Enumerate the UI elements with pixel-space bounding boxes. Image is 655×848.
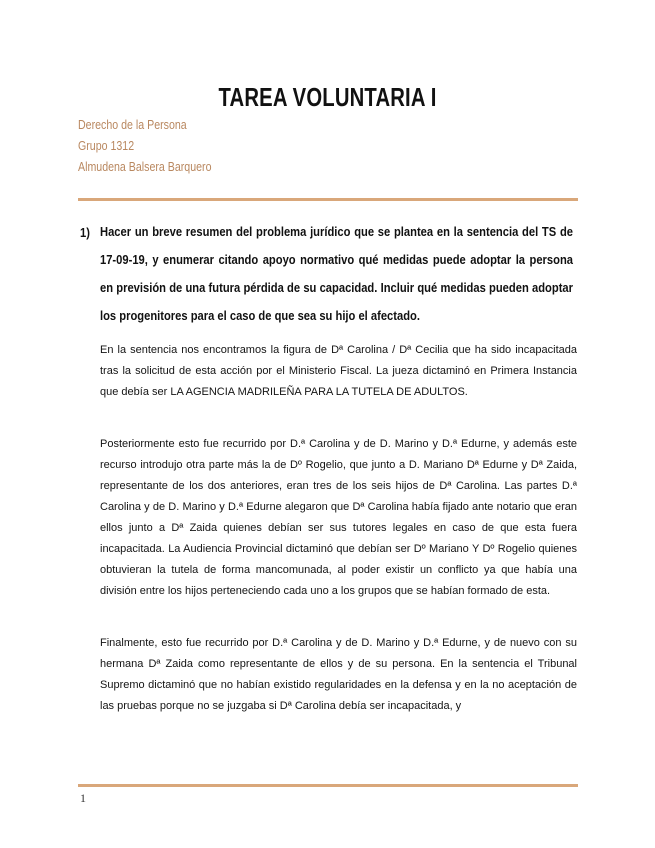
question-text: Hacer un breve resumen del problema jurídico que se plantea en la sentencia del TS de 17-09-19, y enumerar citando apoyo normativo qué medidas puede adoptar la persona en previsión de una futura pérdida de su capacidad. Incluir qué medidas pueden adoptar los progenitores para el caso de que sea su hijo el afectado.	[100, 224, 573, 323]
paragraph-3: Finalmente, esto fue recurrido por D.ª Carolina y de D. Marino y D.ª Edurne, y de nuevo con su hermana Dª Zaida como representante de ellos y de su persona. En la sentencia el Tribunal Supremo dictaminó que no habían existido regularidades en la defensa y en la no aceptación de las pruebas porque no se juzgaba si Dª Carolina debía ser incapacitada, y	[100, 637, 577, 712]
author-line: Almudena Balsera Barquero	[78, 160, 212, 174]
page-number: 1	[80, 791, 86, 805]
header-divider	[78, 198, 578, 201]
footer-divider	[78, 784, 578, 787]
question-number: 1)	[80, 225, 90, 240]
paragraph-1: En la sentencia nos encontramos la figura de Dª Carolina / Dª Cecilia que ha sido incapacitada tras la solicitud de esta acción por el Ministerio Fiscal. La jueza dictaminó en Primera Instancia que debía ser LA AGENCIA MADRILEÑA PARA LA TUTELA DE ADULTOS.	[100, 344, 577, 398]
paragraph-2: Posteriormente esto fue recurrido por D.ª Carolina y de D. Marino y D.ª Edurne, y además este recurso introdujo otra parte más la de Dº Rogelio, que junto a D. Mariano Dª Edurne y Dª Zaida, representante de los dos anteriores, eran tres de los seis hijos de Dª Carolina. Las partes D.ª Carolina y de D. Marino y D.ª Edurne alegaron que Dª Carolina había fijado ante notario que eran ellos junto a Dª Zaida quienes debían ser sus tutores legales en caso de que esta fuera incapacitada. La Audiencia Provincial dictaminó que debían ser Dº Mariano Y Dº Rogelio quienes obtuvieran la tutela de forma mancomunada, al poder existir un conflicto ya que había una división entre los hijos perteneciendo cada uno a los grupos que se habían formado de esta.	[100, 438, 577, 597]
subject-line: Derecho de la Persona	[78, 118, 187, 132]
page-title: TAREA VOLUNTARIA I	[218, 82, 437, 112]
group-line: Grupo 1312	[78, 139, 135, 153]
